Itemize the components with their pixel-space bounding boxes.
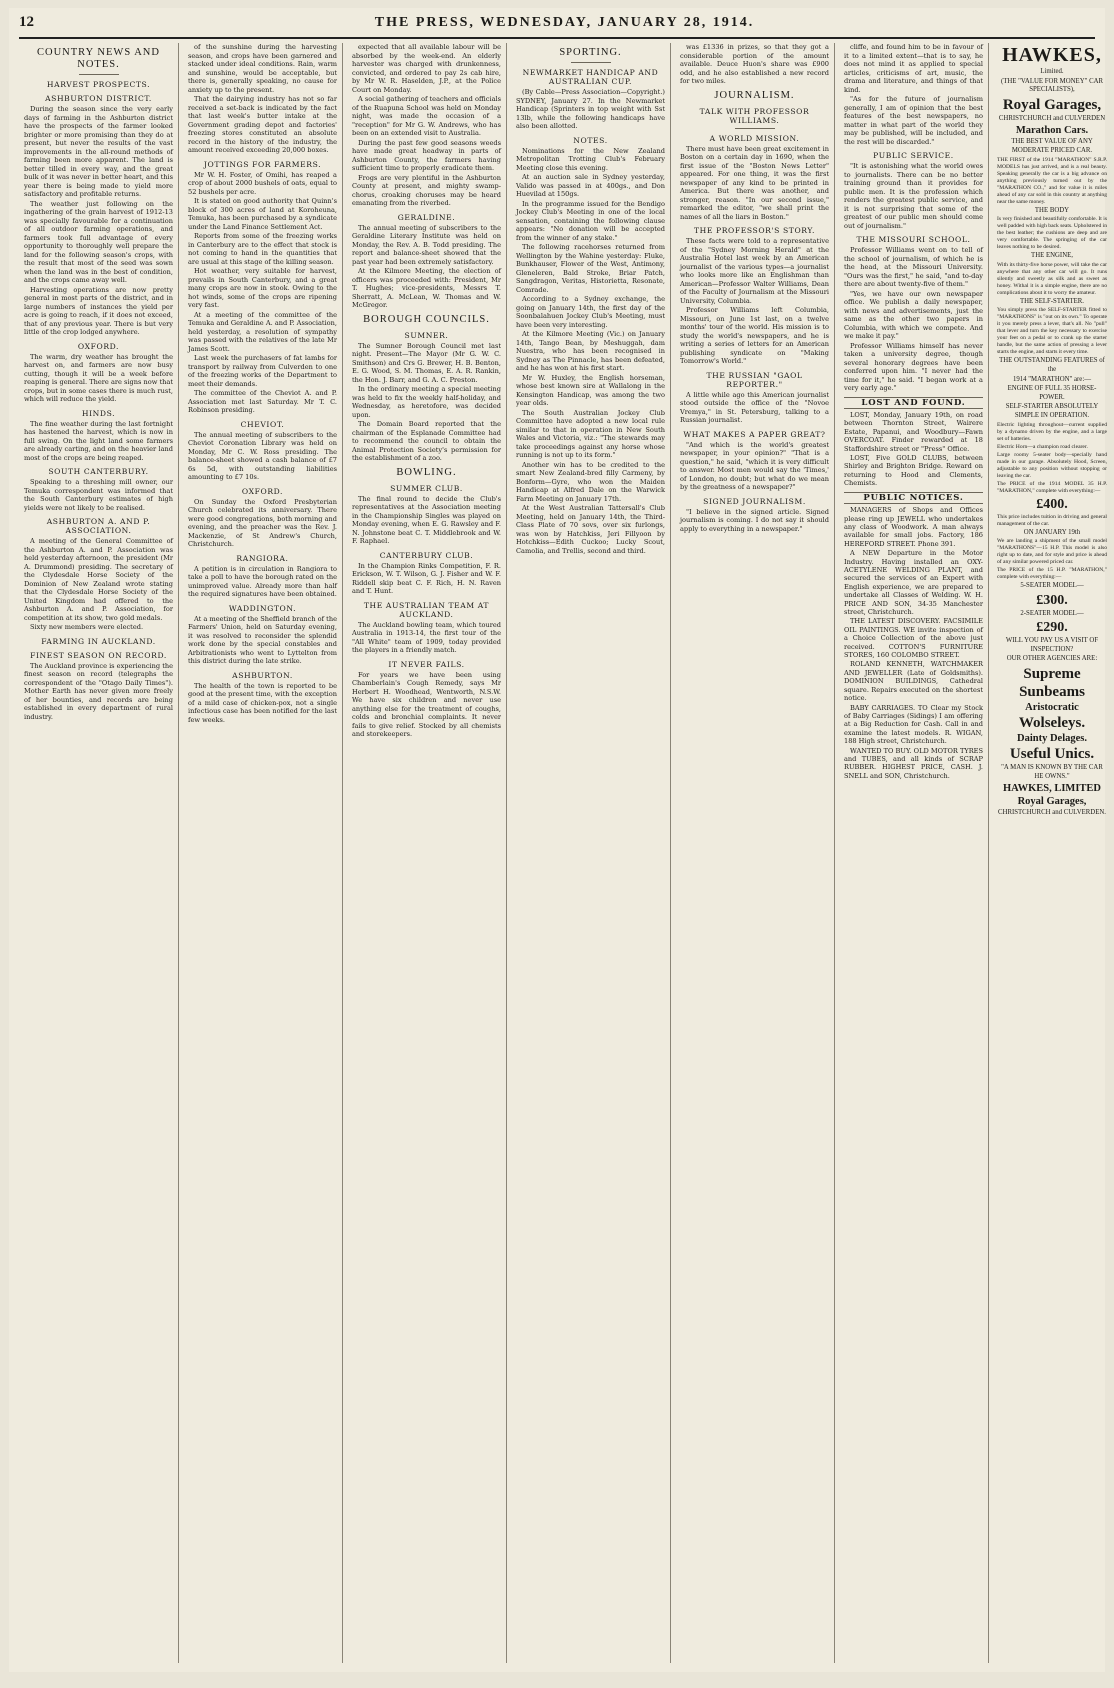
paragraph: cliffe, and found him to be in favour of it to a limited extent—that is to say, he does not mind it as applied to special articles, criticisms of art, music, the drama and literature, and things of that kind. bbox=[844, 43, 983, 94]
column-4 bbox=[511, 43, 671, 1663]
unics-brand: Useful Unics. bbox=[1009, 746, 1095, 763]
paragraph: The Auckland province is experiencing the finest season on record (telegraphs the correspondent of the "Otago Daily Times"). Mother Earth has never given more freely of her bounties, and records are being established in every department of rural industry. bbox=[24, 661, 173, 721]
delages-brand: Dainty Delages. bbox=[1017, 733, 1087, 745]
limited-label: Limited. bbox=[1040, 68, 1064, 75]
divider bbox=[571, 62, 611, 63]
columns bbox=[19, 43, 1107, 1663]
subheading: RANGIORA. bbox=[236, 553, 289, 563]
paragraph: The annual meeting of subscribers to the Geraldine Literary Institute was held on Monday, the Rev. A. B. Todd presiding. The report and balance-sheet showed that the past year had been extremely satisfactory. bbox=[352, 223, 501, 266]
subheading: ASHBURTON A. AND P. ASSOCIATION. bbox=[46, 517, 151, 535]
paragraph: At the Kilmore Meeting (Vic.) on January 14th, Tango Bean, by Meshuggah, dam Nuestra, who has been recognised in Sydney as The Pinnacle, has been defeated, and he has won at his first start. bbox=[516, 330, 665, 372]
subheading: FINEST SEASON ON RECORD. bbox=[30, 650, 167, 660]
subheading: SUMMER CLUB. bbox=[390, 483, 463, 493]
section-heading: JOURNALISM. bbox=[714, 89, 795, 101]
aristocratic-label: Aristocratic bbox=[1025, 702, 1079, 714]
features-light: Electric lighting throughout—current supplied by a dynamo driven by the engine, and a large set of batteries. bbox=[997, 421, 1107, 442]
lost-notice: LOST, Five GOLD CLUBS, between Shirley and Brighton Bridge. Reward on returning to Hood and Clements, Chemists. bbox=[844, 454, 983, 488]
paragraph: Last week the purchasers of fat lambs for transport by railway from Culverden to one of the freezing works of the Department to meet their demands. bbox=[188, 354, 337, 388]
paragraph: According to a Sydney exchange, the going on January 14th, the first day of the Soonbalahuen Jockey Club's Meeting, must have been very interesting. bbox=[516, 295, 665, 329]
january-text: We are landing a shipment of the small model "MARATHONS"—15 H.P. This model is also right up to date, and for style and price is ahead of any similar powered priced car. bbox=[997, 538, 1107, 566]
subheading: THE MISSOURI SCHOOL. bbox=[856, 235, 971, 244]
subheading: HINDS. bbox=[81, 408, 116, 418]
subheading: SUMNER. bbox=[404, 330, 449, 340]
sunbeams-brand: Sunbeams bbox=[1019, 684, 1085, 701]
paragraph: During the past few good seasons weeds have made great headway in parts of Ashburton County, the farmers having sufficient time to properly eradicate them. bbox=[352, 138, 501, 172]
paragraph: The final round to decide the Club's representatives at the Association meeting in the Championship Singles was played on Monday evening, when E. G. Rawsley and F. N. Johnstone beat C. T. Middlebrook and W. F. Raphael. bbox=[352, 494, 501, 545]
column-1 bbox=[19, 43, 179, 1663]
subheading: CHEVIOT. bbox=[240, 419, 285, 429]
subheading: CANTERBURY CLUB. bbox=[379, 550, 474, 560]
column-3 bbox=[347, 43, 507, 1663]
paragraph: "As for the future of journalism generally, I am of opinion that the best features of the best newspapers, no matter in what part of the world they may be published, will be included, and the rest will be discarded." bbox=[844, 95, 983, 146]
subheading: NEWMARKET HANDICAP AND AUSTRALIAN CUP. bbox=[522, 68, 659, 86]
subheading: WADDINGTON. bbox=[228, 603, 297, 613]
paragraph: Mr W. H. Foster, of Omihi, has reaped a crop of about 2000 bushels of oats, equal to 52 bushels per acre. bbox=[188, 170, 337, 196]
subheading: GERALDINE. bbox=[397, 212, 456, 222]
public-notice: A NEW Departure in the Motor Industry. Having installed an OXY-ACETYLENE WELDING PLANT, and secured the services of an Expert with English experience, we are prepared to undertake all Classes of Welding. W. H. PRICE AND SON, 34-35 Manchester street, Christchurch. bbox=[844, 549, 983, 617]
garage-address: CHRISTCHURCH and CULVERDEN bbox=[998, 114, 1106, 122]
paragraph: A meeting of the General Committee of the Ashburton A. and P. Association was held yesterday afternoon, the president (Mr A. Drummond) presiding. The secretary of the Clydesdale Horse Society of the Dominion of New Zealand wrote stating that the Clydesdale Horse Society of the United Kingdom had offered to the Ashburton A. and P. Association, for competition at its show, two gold medals. bbox=[24, 537, 173, 622]
paragraph: On Sunday the Oxford Presbyterian Church celebrated its anniversary. There were good congregations, both morning and evening, and the preacher was the Rev. J. Mackenzie, of St Andrew's Church, Christchurch. bbox=[188, 497, 337, 548]
paragraph: The fine weather during the last fortnight has hastened the harvest, which is now in full swing. On the light land some farmers are already carting, and on the heavier land most of the crops are being reaped. bbox=[24, 419, 173, 462]
paragraph: Frogs are very plentiful in the Ashburton County at present, and mighty swamp-chorus, croaking choruses may be heard emanating from the riverbed. bbox=[352, 173, 501, 207]
royal-footer: Royal Garages, bbox=[1017, 796, 1087, 808]
engine-heading: THE ENGINE, bbox=[1031, 252, 1073, 260]
agencies-heading: OUR OTHER AGENCIES ARE: bbox=[1006, 655, 1098, 663]
paragraph: Professor Williams left Columbia, Missouri, on June 1st last, on a twelve months' tour of the world. His mission is to study the world's newspapers, and he is writing a series of letters for an American publishing syndicate on "Making Tomorrow's World." bbox=[680, 306, 829, 365]
advertisement-column bbox=[993, 43, 1111, 1663]
paragraph: The warm, dry weather has brought the harvest on, and farmers are now busy cutting, though it will be a week before reaping is general. There are signs now that crops, but in some cases there is much rust, which will reduce the yield. bbox=[24, 352, 173, 403]
subheading: A WORLD MISSION. bbox=[709, 133, 800, 143]
public-notice: WANTED TO BUY. OLD MOTOR TYRES and TUBES, and all kinds of SCRAP RUBBER. HIGHEST PRICE, CASH. J. SNELL and SON, Christchurch. bbox=[844, 746, 983, 780]
paragraph: (By Cable—Press Association—Copyright.) SYDNEY, January 27. In the Newmarket Handicap (Sprinters in top weight with Sst 13lb, while the following handicaps have also been allotted. bbox=[516, 88, 665, 130]
paragraph: The weather just following on the ingathering of the grain harvest of 1912-13 was specially favourable for a continuation of all outdoor farming operations, and farmers took full advantage of every opportunity to thoroughly well prepare the land for the following season's crops, with the result that most of the seed was sown when the land was in the best of condition, and the crops came away well. bbox=[24, 199, 173, 284]
paper-title: THE PRESS, WEDNESDAY, JANUARY 28, 1914. bbox=[374, 15, 755, 30]
public-notice: MANAGERS of Shops and Offices please ring up JEWELL who undertakes any class of Woodwork. A man always available for small jobs. Factory, 186 HEREFORD STREET. Phone 391. bbox=[844, 506, 983, 548]
paragraph: of the sunshine during the harvesting season, and crops have been garnered and stacked under ideal conditions. Rain, warm and sunshine, would be acceptable, but there is, generally speaking, no cause for anxiety up to the present. bbox=[188, 43, 337, 94]
features-engine: ENGINE OF FULL 35 HORSE-POWER. bbox=[1007, 385, 1097, 401]
page-number: 12 bbox=[19, 14, 34, 30]
newspaper-page bbox=[9, 8, 1105, 1672]
paragraph: At a meeting of the committee of the Temuka and Geraldine A. and P. Association, held yesterday, a resolution of sympathy was passed with the relatives of the late Mr James Scott. bbox=[188, 310, 337, 353]
subheading: TALK WITH PROFESSOR WILLIAMS. bbox=[699, 106, 810, 125]
divider bbox=[79, 74, 119, 75]
january-heading: ON JANUARY 19th bbox=[1023, 528, 1081, 536]
paragraph: "It is astonishing what the world owes to journalists. There can be no better training ground than it provides for public men. It is the profession which renders the greatest public service, and it is not surprising that some of the greatest of our public men should come out of journalism." bbox=[844, 162, 983, 230]
price-value: £400. bbox=[1036, 496, 1068, 512]
section-heading: BOROUGH COUNCILS. bbox=[363, 313, 490, 325]
subheading: HARVEST PROSPECTS. bbox=[46, 80, 151, 89]
section-heading: COUNTRY NEWS AND NOTES. bbox=[37, 47, 160, 70]
paragraph: Reports from some of the freezing works in Canterbury are to the effect that stock is not coming to hand in the quantities that are usual at this stage of the killing season. bbox=[188, 232, 337, 266]
marathon-heading: Marathon Cars. bbox=[1015, 125, 1089, 137]
slogan: "A MAN IS KNOWN BY THE CAR HE OWNS." bbox=[1001, 764, 1103, 780]
hawkes-footer: HAWKES, LIMITED bbox=[1002, 783, 1102, 795]
paragraph: was £1336 in prizes, so that they got a considerable portion of the amount available. Deuce Huon's share was £900 odd, and he also established a new record for two miles. bbox=[680, 43, 829, 85]
public-notice: THE LATEST DISCOVERY. FACSIMILE OIL PAINTINGS. WE invite inspection of a Choice Collection of the above just received. COTTON'S FURNITURE STORES, 160 COLOMBO STREET. bbox=[844, 617, 983, 660]
paragraph: At an auction sale in Sydney yesterday, Valido was passed in at 400gs., and Don Huevilad at 150gs. bbox=[516, 173, 665, 198]
paragraph: The Sumner Borough Council met last night. Present—The Mayor (Mr G. W. C. Smithson) and Crs G. Brewer, H. B. Benton, E. G. Wood, S. M. Thomas, E. A. R. Rankin, the Hon. J. Barr, and G. A. C. Preston. bbox=[352, 341, 501, 384]
wolseleys-brand: Wolseleys. bbox=[1018, 715, 1086, 732]
price2-text: The PRICE of the 15 H.P. "MARATHON," complete with everything:— bbox=[997, 567, 1107, 581]
column-6 bbox=[839, 43, 989, 1663]
starter-text: You simply press the SELF-STARTER fitted to "MARATHONS" is "out on its own." To operate it you merely press a lever, that's all. No "pull" that lever and turn the key necessary to exercise your feet on a pedal or to crank up the starter handle, but the same action of pressing a lever starts the engine, and starts it every time. bbox=[997, 307, 1107, 356]
two-seater-label: 2-SEATER MODEL— bbox=[1020, 609, 1084, 617]
subheading: SOUTH CANTERBURY. bbox=[48, 467, 149, 476]
subheading: NOTES. bbox=[573, 135, 608, 145]
subheading: FARMING IN AUCKLAND. bbox=[41, 636, 156, 646]
paragraph: In the Champion Rinks Competition, F. R. Erickson, W. T. Wilson, G. J. Fisher and W. F. Riddell skip beat C. F. Rich, H. N. Raven and T. Hunt. bbox=[352, 561, 501, 595]
best-value-line: THE BEST VALUE OF ANY MODERATE PRICED CAR. bbox=[1011, 138, 1093, 154]
supreme-brand: Supreme bbox=[1023, 666, 1081, 683]
paragraph: In the programme issued for the Bendigo Jockey Club's Meeting in one of the local sensation, containing the following clause appears: "No donation will be accepted from the winner of any stake." bbox=[516, 199, 665, 242]
features-horn: Electric Horn—a champion road clearer. bbox=[997, 443, 1088, 450]
paragraph: Sixty new members were elected. bbox=[30, 623, 144, 631]
subheading: IT NEVER FAILS. bbox=[388, 659, 465, 669]
subheading: ASHBURTON DISTRICT. bbox=[45, 94, 152, 103]
paragraph: That the dairying industry has not so far received a set-back is indicated by the fact that last week's butter intake at the Government grading depot and factories' freezing stores constituted an absolute record in the history of the industry, the amount received exceeding 20,000 boxes. bbox=[188, 95, 337, 154]
public-notice: ROLAND KENNETH, WATCHMAKER AND JEWELLER (Late of Goldsmiths). DOMINION BUILDINGS, Cathedral square. Repairs executed on the shortest notice. bbox=[844, 660, 983, 703]
paragraph: During the season since the very early days of farming in the Ashburton district have the prospects of the farmer looked brighter or more promising than they do at present, but never the results of the vast improvements in the all-round methods of farming been more apparent. The land is better tilled in every way, and the great bulk of it was never in better heart, and this year there is being made to yield more satisfactory and profitable returns. bbox=[24, 105, 173, 198]
divider bbox=[735, 128, 775, 129]
subheading: OXFORD. bbox=[241, 486, 284, 496]
intro-text: THE FIRST of the 1914 "MARATHON" S.R.P. MODELS has just arrived, and is a real beauty. Speaking generally the car is a big advance on anything previously turned out by the "MARATHON CO.," and for value it is miles ahead of any car sold in this country at anything near the same money. bbox=[997, 156, 1107, 205]
subheading: WHAT MAKES A PAPER GREAT? bbox=[683, 429, 826, 439]
public-notices-heading: PUBLIC NOTICES. bbox=[844, 492, 983, 505]
price-text: The PRICE of the 1914 MODEL 35 H.P. "MARATHON," complete with everything:— bbox=[997, 480, 1107, 494]
five-seater-price: £300. bbox=[1036, 592, 1068, 608]
royal-garages-heading: Royal Garages, bbox=[1002, 96, 1102, 113]
public-notice: BABY CARRIAGES. TO Clear my Stock of Baby Carriages (Sidings) I am offering at a Big Reduction for Cash. Call in and examine the latest models. R. WIGAN, 188 High street, Christchurch. bbox=[844, 703, 983, 746]
paragraph: The committee of the Cheviot A. and P. Association met last Saturday. Mr T. C. Robinson presiding. bbox=[188, 389, 337, 414]
paragraph: At the West Australian Tattersall's Club Meeting, held on January 14th, the Third-Class Plate of 70 sovs, over six furlongs, was won by Hatchkiss, Jeri Fillyoon by Hotchkiss—Edith Cuckoo; Lucky Scout, Camolia, and Trellis, second and third. bbox=[516, 504, 665, 555]
paragraph: Professor Williams himself has never taken a university degree, though several honorary degrees have been conferred upon him. "I never had the time for it," he said. "I began work at a very early age." bbox=[844, 341, 983, 392]
body-text: Is very finished and beautifully comfortable. It is well padded with high back seats. Upholstered in the best leather; the cushions are deep and are very comfortable. The springing of the car leaves nothing to be desired. bbox=[997, 216, 1107, 251]
paragraph: The South Australian Jockey Club Committee have adopted a new local rule similar to that in operation in New South Wales and Victoria, viz.: "The stewards may take proceedings against any horse whose running is not up to its form." bbox=[516, 408, 665, 459]
subheading: THE AUSTRALIAN TEAM AT AUCKLAND. bbox=[363, 600, 490, 619]
paragraph: The Domain Board reported that the chairman of the Esplanade Committee had to recommend the council to obtain the Animal Protection Society's permission for the establishment of a zoo. bbox=[352, 420, 501, 462]
price-note: This price includes tuition in driving and general management of the car. bbox=[997, 513, 1107, 527]
section-heading: SPORTING. bbox=[559, 47, 622, 58]
paragraph: "I believe in the signed article. Signed journalism is coming. I do not say it should apply to everything in a newspaper." bbox=[680, 507, 829, 533]
paragraph: Hot weather, very suitable for harvest, prevails in South Canterbury, and a great many crops are now in stook. Owing to the hot winds, some of the crops are ripening very fast. bbox=[188, 267, 337, 309]
paragraph: Nominations for the New Zealand Metropolitan Trotting Club's February Meeting close this evening. bbox=[516, 146, 665, 172]
lost-found-heading: LOST AND FOUND. bbox=[844, 397, 983, 410]
paragraph: "And which is the world's greatest newspaper, in your opinion?" "That is a question," he said, "which it is very difficult to answer. Most men would say the 'Times,' of London, no doubt; but what do we mean by the greatness of a newspaper?" bbox=[680, 440, 829, 491]
paragraph: A petition is in circulation in Rangiora to take a poll to have the borough rated on the unimproved value. Already more than half the required signatures have been obtained. bbox=[188, 564, 337, 598]
section-heading: BOWLING. bbox=[396, 466, 457, 478]
features-heading: THE OUTSTANDING FEATURES of the bbox=[999, 357, 1105, 373]
subheading: JOTTINGS FOR FARMERS. bbox=[203, 159, 322, 169]
column-2 bbox=[183, 43, 343, 1663]
paragraph: expected that all available labour will be absorbed by the week-end. An elderly harvester was charged with drunkenness, convicted, and ordered to pay 2s cab hire, by Mr W. R. Haselden, J.P., at the Police Court on Monday. bbox=[352, 43, 501, 94]
paragraph: There must have been great excitement in Boston on a certain day in 1690, when the first issue of the "Boston News Letter" appeared. For one thing, it was the first newspaper of any kind to be printed in America. But there was another, and stronger, reason. "In our second issue," remarked the editor, "we shall print the names of all the liars in Boston." bbox=[680, 144, 829, 221]
paragraph: Harvesting operations are now pretty general in most parts of the district, and in large numbers of instances the yield per acre is going to reach, if it does not exceed, that of any previous year. There is but very little of the crop lodged anywhere. bbox=[24, 285, 173, 336]
engine-text: With its thirty-five horse power, will take the car anywhere that any other car will go. It runs silently and sweetly as silk and as sweet as honey. Withal it is a simple engine, there are no complications about it to worry the amateur. bbox=[997, 261, 1107, 296]
subheading: ASHBURTON. bbox=[232, 670, 293, 680]
paragraph: At the Kilmore Meeting, the election of officers was proceeded with: President, Mr T. Hughes; vice-presidents, Messrs T. Sherratt, A. McLean, W. Thomas and W. McGregor. bbox=[352, 267, 501, 309]
paragraph: Another win has to be credited to the smart New Zealand-bred filly Carmeny, by Bonform—Gyre, who won the Maiden Handicap at Alfred Dale on the Warwick Farm Meeting on January 17th. bbox=[516, 460, 665, 503]
five-seater-label: 5-SEATER MODEL— bbox=[1020, 582, 1084, 590]
subheading: PUBLIC SERVICE. bbox=[873, 151, 954, 160]
subheading: THE RUSSIAN "GAOL REPORTER." bbox=[706, 370, 803, 389]
paragraph: The following racehorses returned from Wellington by the Wahine yesterday: Fluke, Bunkhauser, Flower of the West, Antimony, Gleneleren, Bald Stroke, Briar Patch, Sangdragon, Veritas, Historietta, Resonate, Comrade. bbox=[516, 243, 665, 294]
value-tagline: (THE "VALUE FOR MONEY" CAR SPECIALISTS), bbox=[1000, 77, 1104, 94]
paragraph: It is stated on good authority that Quinn's block of 300 acres of land at Koroheuna, Temuka, has been purchased by a syndicate under the Land Finance Settlement Act. bbox=[188, 197, 337, 231]
subheading: SIGNED JOURNALISM. bbox=[703, 496, 806, 506]
paragraph: These facts were told to a representative of the "Sydney Morning Herald" at the Australia Hotel last week by an American journalist of the various types—a journalist who looks more like an Englishman than American—Professor Walter Williams, Dean of the Faculty of Journalism at the Missouri University, Columbia. bbox=[680, 237, 829, 305]
paragraph: A little while ago this American journalist stood outside the office of the "Novoe Vremya," in St. Petersburg, talking to a Russian journalist. bbox=[680, 390, 829, 424]
masthead bbox=[19, 14, 1095, 39]
paragraph: Professor Williams went on to tell of the school of journalism, of which he is the head, at the Missouri University. "Ours was the first," he said, "and to-day there are about twenty-five of them." bbox=[844, 246, 983, 288]
features-body: Large roomy 5-seater body—specially hand made in our garage. Absolutely Hood, Screen, adjustable to any position without stopping or leaving the car. bbox=[997, 451, 1107, 479]
two-seater-price: £290. bbox=[1036, 620, 1068, 636]
paragraph: The annual meeting of subscribers to the Cheviot Coronation Library was held on Monday, Mr C. W. Ross presiding. The balance-sheet showed a cash balance of £7 6s 5d, with outstanding liabilities amounting to £7 10s. bbox=[188, 430, 337, 481]
paragraph: Speaking to a threshing mill owner, our Temuka correspondent was informed that the South Canterbury estimates of high yields were not likely to be realised. bbox=[24, 478, 173, 512]
subheading: THE PROFESSOR'S STORY. bbox=[693, 226, 816, 235]
paragraph: A social gathering of teachers and officials of the Ruapuna School was held on Monday night, was made the occasion of a "reception" for Mr G. W. Andrews, who has been on an extended visit to Australia. bbox=[352, 95, 501, 137]
lost-notice: LOST, Monday, January 19th, on road between Thornton Street, Wairere Estate, Papanui, and Woodbury—Fawn OVERCOAT. Finder rewarded at 18 Staffordshire street or "Press" Office. bbox=[844, 411, 983, 453]
features-1914: 1914 "MARATHON" are:— bbox=[1012, 375, 1092, 383]
hawkes-heading: HAWKES, bbox=[1002, 44, 1102, 66]
paragraph: The Auckland bowling team, which toured Australia in 1913-14, the first tour of the "All White" team of 1909, today provided the players in a friendly match. bbox=[352, 620, 501, 654]
paragraph: For years we have been using Chamberlain's Cough Remedy, says Mr Herbert H. Woodhead, Wentworth, N.S.W. We have six children and never use anything else for the treatment of coughs, colds and bronchial complaints. It never fails to give relief. Stocked by all chemists and storekeepers. bbox=[352, 670, 501, 738]
paragraph: "Yes, we have our own newspaper office. We publish a daily newspaper, with news and advertisements, just the same as the other two papers in Columbia, with which we compete. And we make it pay." bbox=[844, 289, 983, 340]
visit-line: WILL YOU PAY US A VISIT OF INSPECTION? bbox=[1005, 637, 1099, 653]
subheading: OXFORD. bbox=[77, 341, 120, 351]
features-self: SELF-STARTER ABSOLUTELY SIMPLE IN OPERATION. bbox=[1005, 403, 1099, 419]
paragraph: At a meeting of the Sheffield branch of the Farmers' Union, held on Saturday evening, it was resolved to reconsider the splendid work done by the special constables and Arbitrationists who went to Lyttelton from this district during the late strike. bbox=[188, 614, 337, 665]
column-5 bbox=[675, 43, 835, 1663]
paragraph: In the ordinary meeting a special meeting was held to fix the weekly half-holiday, and Wednesday, as heretofore, was decided upon. bbox=[352, 385, 501, 419]
starter-heading: THE SELF-STARTER. bbox=[1020, 297, 1084, 305]
paragraph: Mr W. Huxley, the English horseman, whose best known sire at Wallalong in the Kensington Handicap, was among the two year olds. bbox=[516, 373, 665, 407]
address-footer: CHRISTCHURCH and CULVERDEN. bbox=[998, 809, 1106, 817]
body-heading: THE BODY bbox=[1034, 206, 1070, 214]
paragraph: The health of the town is reported to be good at the present time, with the exception of a mild case of chicken-pox, not a single infectious case has been notified for the last few weeks. bbox=[188, 681, 337, 724]
